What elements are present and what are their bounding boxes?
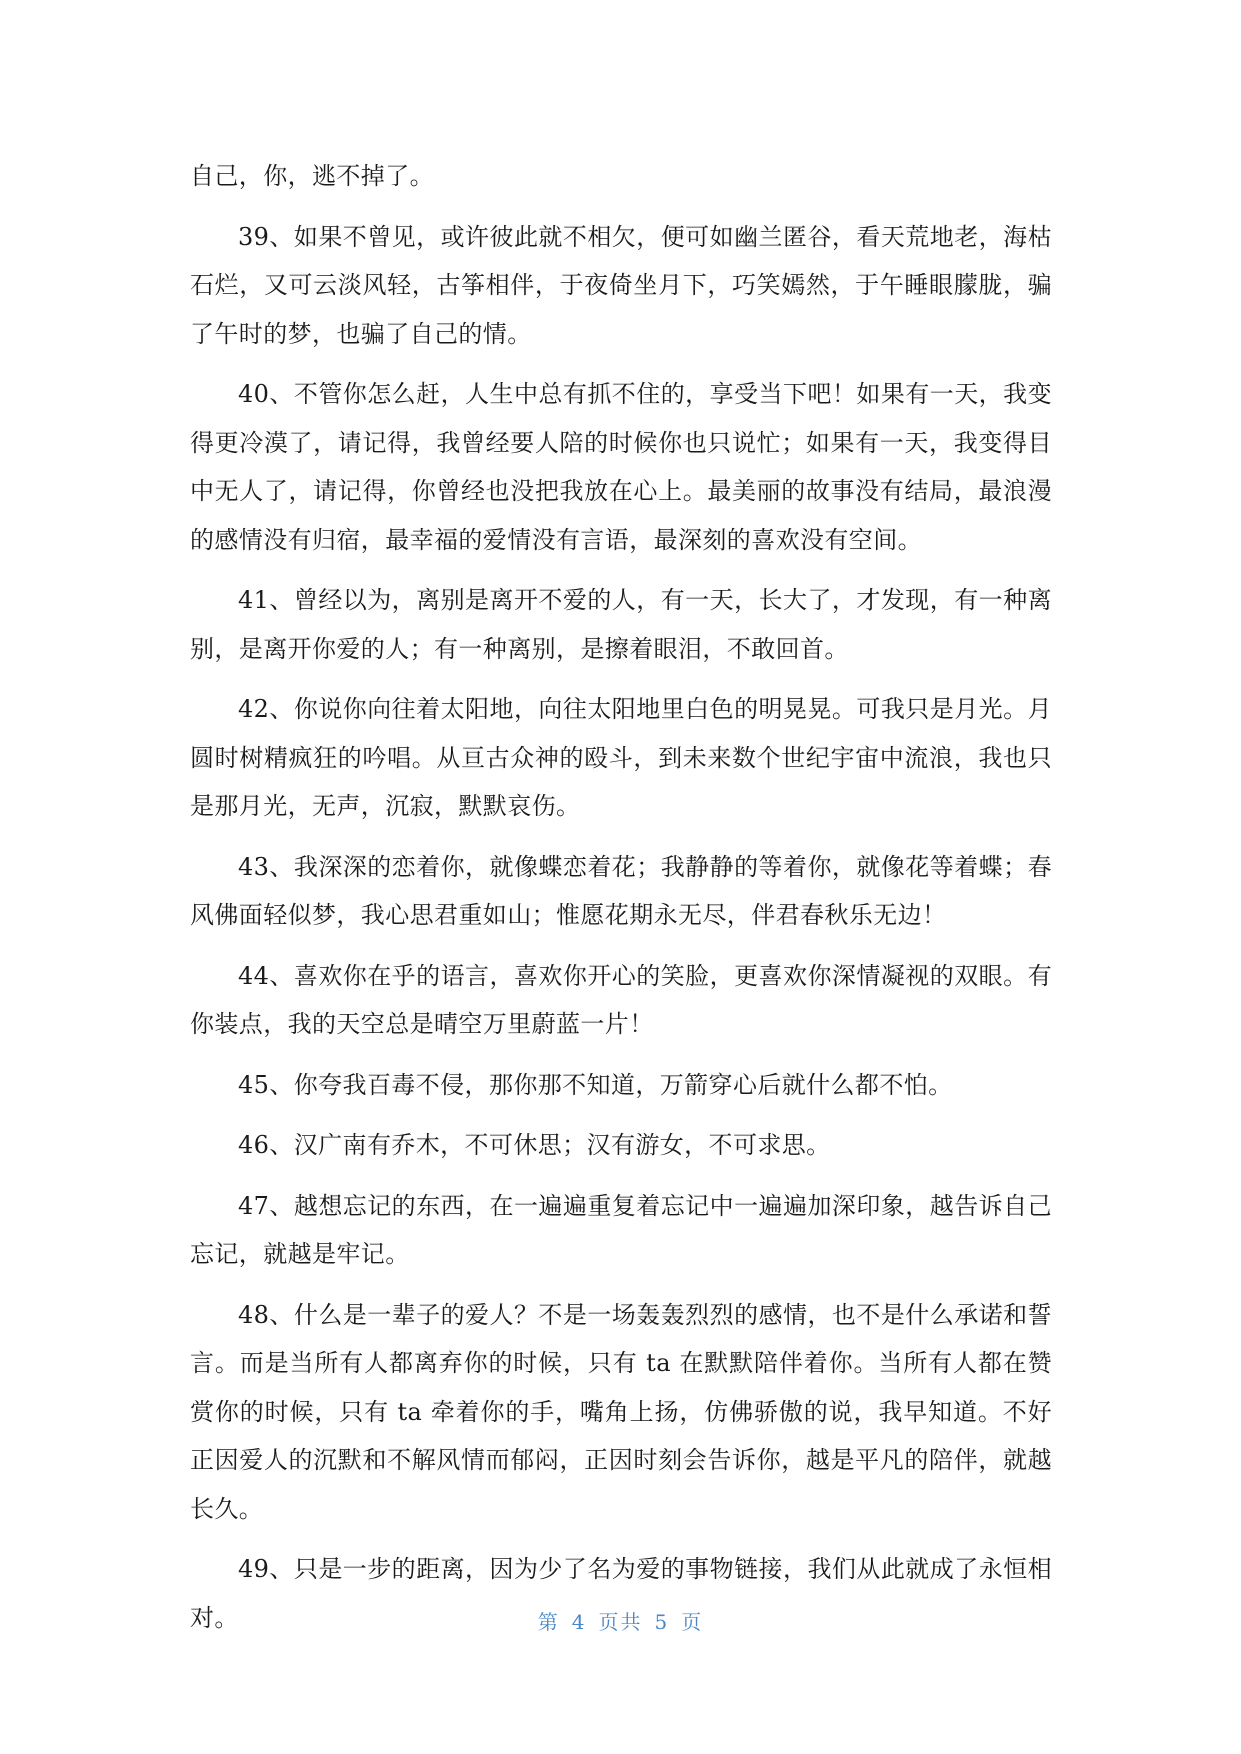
paragraph-39: 39、如果不曾见，或许彼此就不相欠，便可如幽兰匿谷，看天荒地老，海枯石烂，又可云淡风轻，古筝相伴，于夜倚坐月下，巧笑嫣然，于午睡眼朦胧，骗了午时的梦，也骗了自己的情。 [190, 222, 1052, 348]
paragraph-45: 45、你夸我百毒不侵，那你那不知道，万箭穿心后就什么都不怕。 [238, 1070, 953, 1099]
paragraph-continuation: 自己，你，逃不掉了。 [190, 162, 434, 190]
paragraph-43: 43、我深深的恋着你，就像蝶恋着花；我静静的等着你，就像花等着蝶；春风佛面轻似梦，我心思君重如山；惟愿花期永无尽，伴君春秋乐无边！ [190, 852, 1052, 929]
paragraph-41: 41、曾经以为，离别是离开不爱的人，有一天，长大了，才发现，有一种离别，是离开你爱的人；有一种离别，是擦着眼泪，不敢回首。 [190, 586, 1052, 663]
paragraph-47: 47、越想忘记的东西，在一遍遍重复着忘记中一遍遍加深印象，越告诉自己忘记，就越是牢记。 [190, 1191, 1052, 1268]
paragraph-48: 48、什么是一辈子的爱人？不是一场轰轰烈烈的感情，也不是什么承诺和誓言。而是当所有人都离弃你的时候，只有 ta 在默默陪伴着你。当所有人都在赞赏你的时候，只有 ta 牵着你的手，嘴角上扬，仿佛骄傲的说，我早知道。不好正因爱人的沉默和不解风情而郁闷，正因时刻会告诉你，越是平凡的陪伴，就越长久。 [190, 1300, 1052, 1523]
total-pages-number: 5 [654, 1610, 670, 1634]
footer-suffix: 页 [681, 1610, 704, 1634]
page-footer [0, 1606, 1241, 1635]
document-body [190, 152, 1052, 1654]
paragraph-40: 40、不管你怎么赶，人生中总有抓不住的，享受当下吧！如果有一天，我变得更冷漠了，请记得，我曾经要人陪的时候你也只说忙；如果有一天，我变得目中无人了，请记得，你曾经也没把我放在心上。最美丽的故事没有结局，最浪漫的感情没有归宿，最幸福的爱情没有言语，最深刻的喜欢没有空间。 [190, 380, 1052, 554]
paragraph-46: 46、汉广南有乔木，不可休思；汉有游女，不可求思。 [238, 1131, 831, 1159]
current-page-number: 4 [571, 1610, 587, 1634]
footer-prefix: 第 [537, 1610, 560, 1634]
paragraph-42: 42、你说你向往着太阳地，向往太阳地里白色的明晃晃。可我只是月光。月圆时树精疯狂的吟唱。从亘古众神的殴斗，到未来数个世纪宇宙中流浪，我也只是那月光，无声，沉寂，默默哀伤。 [190, 695, 1052, 820]
paragraph-49: 49、只是一步的距离，因为少了名为爱的事物链接，我们从此就成了永恒相对。 [190, 1555, 1052, 1632]
footer-middle: 页共 [598, 1610, 643, 1634]
paragraph-44: 44、喜欢你在乎的语言，喜欢你开心的笑脸，更喜欢你深情凝视的双眼。有你装点，我的天空总是晴空万里蔚蓝一片！ [190, 961, 1052, 1038]
